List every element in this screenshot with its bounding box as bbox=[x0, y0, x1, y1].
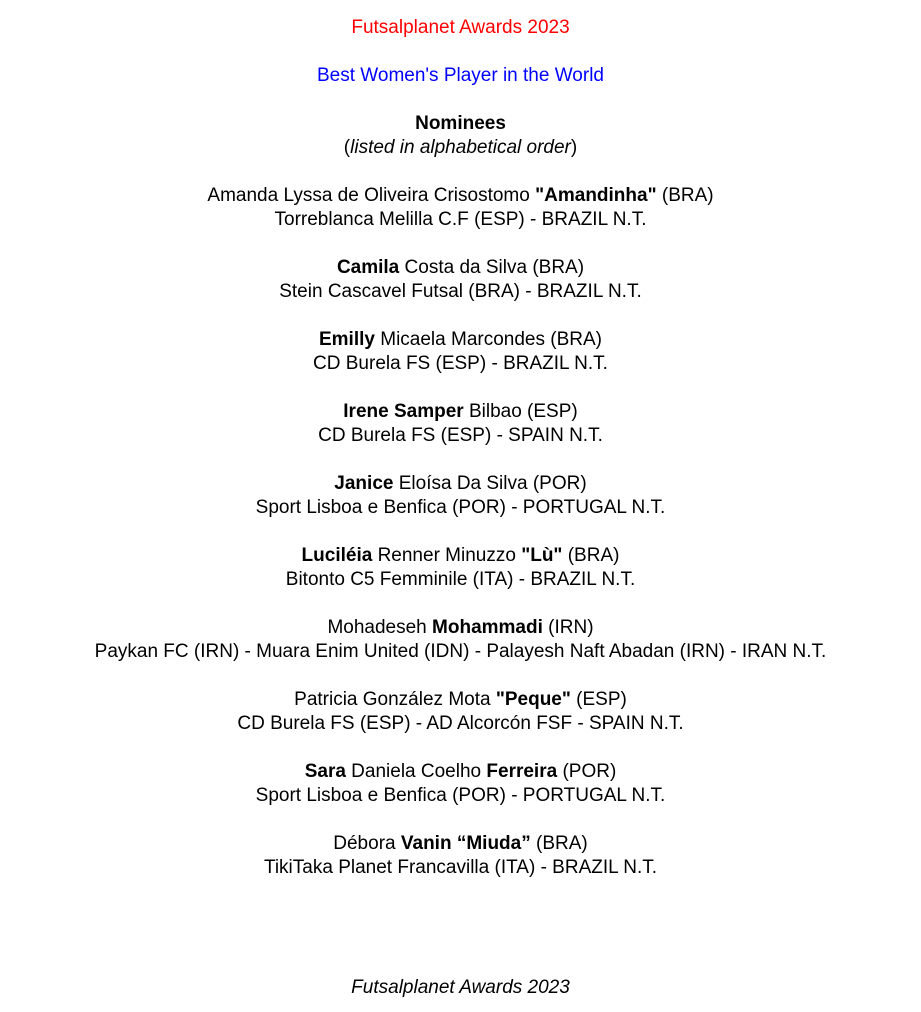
nominee-name-part: (BRA) bbox=[530, 833, 588, 854]
nominee-name-bold-part: Mohammadi bbox=[432, 617, 543, 638]
nominee-name-bold-part: "Peque" bbox=[495, 689, 571, 710]
nominee-name-bold-part: "Amandinha" bbox=[535, 185, 657, 206]
nominee-entry bbox=[0, 688, 921, 736]
nominee-name bbox=[0, 184, 921, 208]
nominee-name-part: (ESP) bbox=[570, 689, 627, 710]
nominee-name-bold-part: Camila bbox=[336, 257, 400, 278]
nominee-name bbox=[0, 616, 921, 640]
nominee-name-part: Micaela Marcondes (BRA) bbox=[374, 329, 602, 350]
nominee-name bbox=[0, 328, 921, 352]
nominee-name-bold-part: Emilly bbox=[318, 329, 375, 350]
nominee-entry bbox=[0, 400, 921, 448]
nominee-entry bbox=[0, 472, 921, 520]
nominee-clubs: Stein Cascavel Futsal (BRA) - BRAZIL N.T. bbox=[279, 281, 642, 302]
nominee-clubs: Sport Lisboa e Benfica (POR) - PORTUGAL N.T. bbox=[255, 785, 666, 806]
nominee-clubs: Paykan FC (IRN) - Muara Enim United (IDN) - Palayesh Naft Abadan (IRN) - IRAN N.T. bbox=[94, 641, 827, 662]
nominee-clubs: Sport Lisboa e Benfica (POR) - PORTUGAL N.T. bbox=[255, 497, 666, 518]
nominees-heading: Nominees bbox=[415, 113, 506, 134]
nominee-name-bold-part: Janice bbox=[334, 473, 394, 494]
order-note-close: ) bbox=[570, 137, 578, 158]
nominee-entry bbox=[0, 544, 921, 592]
nominee-name bbox=[0, 832, 921, 856]
page-subtitle: Best Women's Player in the World bbox=[317, 65, 604, 86]
nominee-name-part: Bilbao (ESP) bbox=[463, 401, 578, 422]
nominee-name bbox=[0, 256, 921, 280]
nominee-name-bold-part: "Lù" bbox=[521, 545, 563, 566]
nominee-name-part: Amanda Lyssa de Oliveira Crisostomo bbox=[207, 185, 536, 206]
nominee-entry bbox=[0, 184, 921, 232]
nominee-clubs: CD Burela FS (ESP) - SPAIN N.T. bbox=[318, 425, 603, 446]
nominee-name-part: Renner Minuzzo bbox=[372, 545, 522, 566]
nominee-clubs: CD Burela FS (ESP) - AD Alcorcón FSF - SPAIN N.T. bbox=[237, 713, 684, 734]
nominee-name-bold-part: Luciléia bbox=[301, 545, 373, 566]
order-note bbox=[0, 136, 921, 160]
nominee-name-part: (IRN) bbox=[542, 617, 594, 638]
nominee-clubs: Bitonto C5 Femminile (ITA) - BRAZIL N.T. bbox=[285, 569, 636, 590]
nominee-name bbox=[0, 688, 921, 712]
nominee-entry bbox=[0, 760, 921, 808]
nominee-entry bbox=[0, 616, 921, 664]
nominee-name-part: Débora bbox=[333, 833, 401, 854]
nominee-name-part: Mohadeseh bbox=[327, 617, 433, 638]
nominee-name-part: Eloísa Da Silva (POR) bbox=[393, 473, 587, 494]
nominee-name-bold-part: Sara bbox=[304, 761, 346, 782]
footer-text: Futsalplanet Awards 2023 bbox=[351, 977, 570, 998]
nominee-name-part: Daniela Coelho bbox=[345, 761, 487, 782]
nominee-clubs: Torreblanca Melilla C.F (ESP) - BRAZIL N.T. bbox=[274, 209, 647, 230]
nominee-name-part: Patricia González Mota bbox=[294, 689, 496, 710]
nominee-name bbox=[0, 400, 921, 424]
nominee-name bbox=[0, 760, 921, 784]
nominee-name-part: (POR) bbox=[557, 761, 617, 782]
nominee-entry bbox=[0, 256, 921, 304]
nominee-name-bold-part: Vanin “Miuda” bbox=[400, 833, 531, 854]
page-title: Futsalplanet Awards 2023 bbox=[351, 17, 570, 38]
nominee-clubs: CD Burela FS (ESP) - BRAZIL N.T. bbox=[313, 353, 608, 374]
nominee-name-part: Costa da Silva (BRA) bbox=[399, 257, 585, 278]
nominee-name-bold-part: Ferreira bbox=[486, 761, 558, 782]
nominee-name-bold-part: Irene Samper bbox=[343, 401, 464, 422]
nominee-entry bbox=[0, 328, 921, 376]
nominee-name-part: (BRA) bbox=[562, 545, 620, 566]
order-note-text: listed in alphabetical order bbox=[350, 137, 571, 158]
order-note-open: ( bbox=[343, 137, 351, 158]
nominee-entry bbox=[0, 832, 921, 880]
nominee-clubs: TikiTaka Planet Francavilla (ITA) - BRAZIL N.T. bbox=[263, 857, 658, 878]
nominee-name bbox=[0, 472, 921, 496]
nominee-name-part: (BRA) bbox=[656, 185, 714, 206]
nominee-name bbox=[0, 544, 921, 568]
